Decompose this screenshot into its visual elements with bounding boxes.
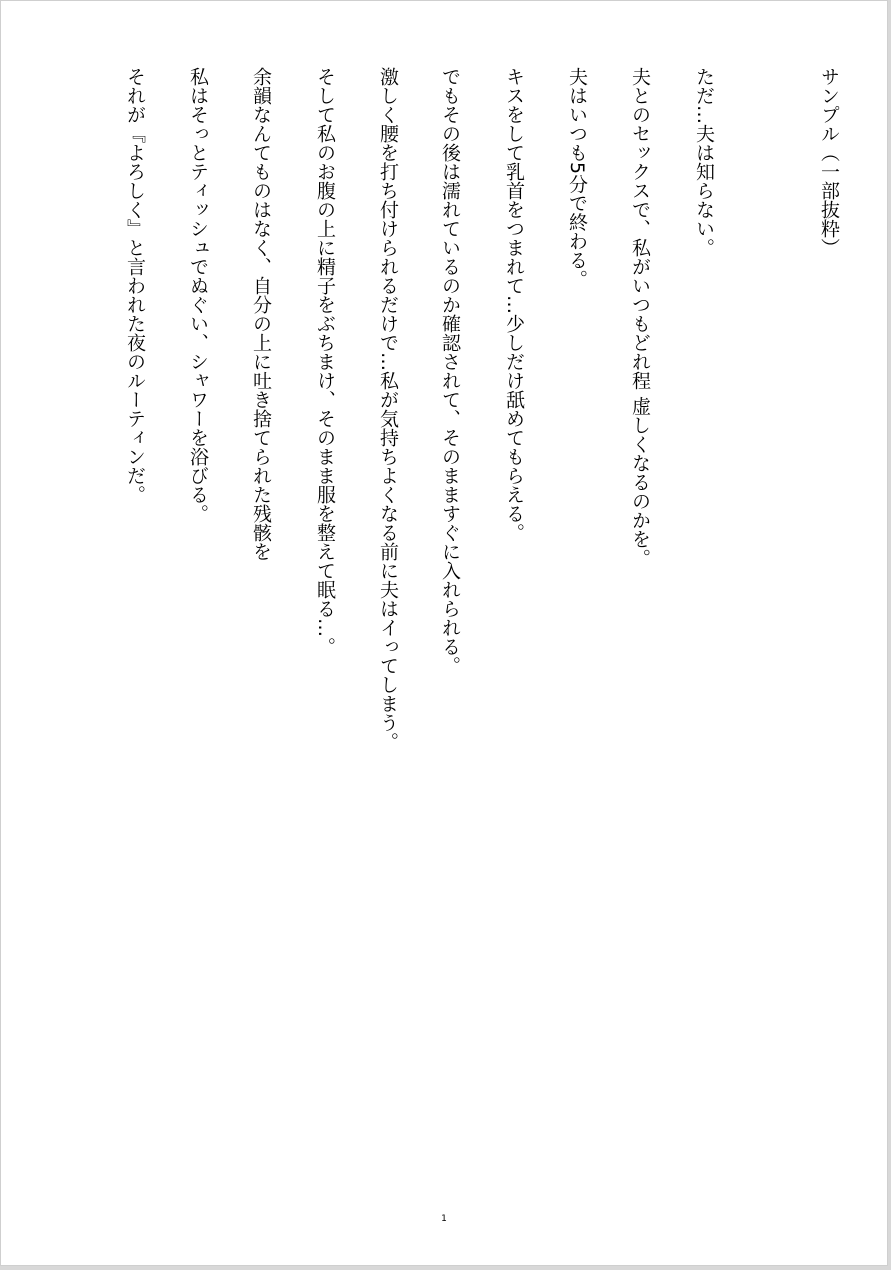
page-number: 1	[441, 1214, 447, 1224]
text-line: 私はそっとティッシュでぬぐい、シャワーを浴びる。	[187, 67, 209, 523]
text-line: ただ…夫は知らない。	[693, 67, 715, 257]
text-line: 夫はいつも5分で終わる。	[566, 67, 588, 289]
text-line: 余韻なんてものはなく、自分の上に吐き捨てられた残骸を	[250, 67, 272, 561]
document-title: サンプル（一部抜粋）	[818, 67, 840, 257]
text-line: 激しく腰を打ち付けられるだけで…私が気持ちよくなる前に夫はイってしまう。	[377, 67, 399, 751]
text-line: キスをして乳首をつまれて…少しだけ舐めてもらえる。	[503, 67, 525, 542]
text-line: でもその後は濡れているのか確認されて、そのまますぐに入れられる。	[439, 67, 461, 675]
text-line: 夫とのセックスで、私がいつもどれ程 虚しくなるのかを。	[629, 67, 651, 568]
document-page	[1, 1, 887, 1265]
text-line: そして私のお腹の上に精子をぶちまけ、そのまま服を整えて眠る…。	[314, 67, 336, 656]
text-line: それが『よろしく』と言われた夜のルーティンだ。	[124, 67, 146, 504]
